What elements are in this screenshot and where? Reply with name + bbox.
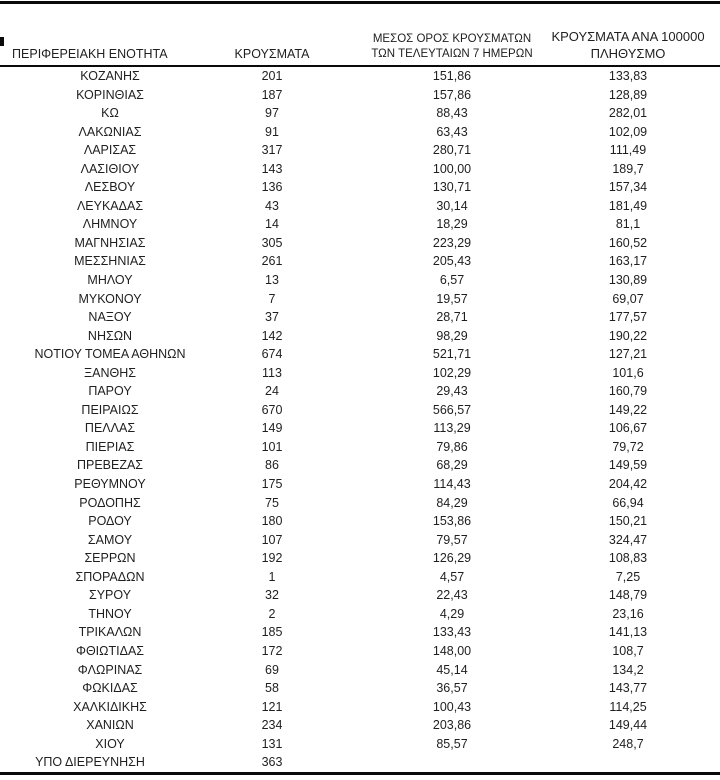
region-cell: ΚΟΡΙΝΘΙΑΣ	[76, 87, 144, 102]
avg7-cell: 84,29	[436, 495, 468, 510]
region-cell: ΣΠΟΡΑΔΩΝ	[75, 569, 145, 584]
avg7-cell: 133,43	[432, 625, 472, 640]
region-cell: ΚΩ	[101, 106, 119, 121]
table-row	[0, 735, 720, 754]
avg7-cell: 151,86	[432, 69, 472, 83]
region-cell: ΤΡΙΚΑΛΩΝ	[78, 625, 142, 640]
region-cell: ΦΩΚΙΔΑΣ	[82, 681, 138, 696]
cases-cell: 674	[261, 347, 283, 362]
cases-cell: 1	[268, 569, 276, 584]
table-rows	[0, 67, 720, 772]
avg7-cell: 29,43	[436, 384, 468, 399]
per100k-cell: 141,13	[608, 625, 648, 640]
region-cell: ΦΛΩΡΙΝΑΣ	[77, 662, 143, 677]
avg7-cell: 205,43	[432, 254, 472, 269]
per100k-cell: 157,34	[608, 180, 648, 195]
region-cell: ΧΑΝΙΩΝ	[86, 718, 134, 733]
table-row	[0, 456, 720, 475]
region-cell: ΛΕΥΚΑΔΑΣ	[76, 198, 144, 213]
cases-cell: 101	[261, 439, 283, 454]
region-cell: ΛΗΜΝΟΥ	[82, 217, 138, 232]
per100k-cell: 204,42	[608, 477, 648, 492]
cases-cell: 32	[265, 588, 279, 603]
per100k-cell: 149,59	[608, 458, 648, 473]
avg7-cell: 88,43	[436, 106, 468, 121]
region-cell: ΝΑΞΟΥ	[88, 310, 132, 325]
table-row	[0, 531, 720, 550]
per100k-cell: 324,47	[608, 532, 648, 547]
top-rule	[0, 1, 720, 4]
avg7-cell: 36,57	[436, 681, 468, 696]
cases-cell: 91	[265, 124, 279, 139]
cases-cell: 201	[261, 69, 283, 83]
table-row	[0, 308, 720, 327]
table-row	[0, 345, 720, 364]
cases-cell: 43	[265, 198, 279, 213]
per100k-cell: 133,83	[608, 69, 648, 83]
table-row	[0, 178, 720, 197]
per100k-cell: 181,49	[608, 198, 648, 213]
table-row	[0, 568, 720, 587]
bottom-rule	[0, 772, 720, 775]
cases-cell: 317	[261, 143, 283, 158]
region-cell: ΣΥΡΟΥ	[88, 588, 132, 603]
cases-cell: 261	[261, 254, 283, 269]
per100k-cell: 163,17	[608, 254, 648, 269]
cases-cell: 97	[265, 106, 279, 121]
table-row	[0, 141, 720, 160]
table-row	[0, 716, 720, 735]
per100k-cell: 108,83	[608, 551, 648, 566]
header-cases: ΚΡΟΥΣΜΑΤΑ	[234, 47, 310, 61]
cases-cell: 142	[261, 328, 283, 343]
per100k-cell: 148,79	[608, 588, 648, 603]
per100k-cell: 150,21	[608, 514, 648, 529]
region-cell: ΝΟΤΙΟΥ ΤΟΜΕΑ ΑΘΗΝΩΝ	[34, 347, 186, 362]
region-cell: ΛΑΚΩΝΙΑΣ	[78, 124, 142, 139]
per100k-cell: 102,09	[608, 124, 648, 139]
cases-cell: 363	[261, 755, 283, 770]
table-row	[0, 160, 720, 179]
region-cell: ΛΑΣΙΘΙΟΥ	[80, 161, 140, 176]
per100k-cell: 248,7	[612, 736, 644, 751]
per100k-cell: 149,22	[608, 402, 648, 417]
region-cell: ΜΗΛΟΥ	[87, 273, 133, 288]
table-row	[0, 475, 720, 494]
avg7-cell: 18,29	[436, 217, 468, 232]
per100k-cell: 114,25	[609, 699, 647, 714]
region-cell: ΠΡΕΒΕΖΑΣ	[76, 458, 144, 473]
region-cell: ΧΙΟΥ	[95, 736, 125, 751]
per100k-cell: 69,07	[612, 291, 644, 306]
header-cases-per-100k	[551, 29, 704, 62]
avg7-cell: 203,86	[432, 718, 472, 733]
header-7day-average-line1: ΜΕΣΟΣ ΟΡΟΣ ΚΡΟΥΣΜΑΤΩΝ	[372, 33, 532, 45]
avg7-cell: 100,43	[432, 699, 472, 714]
header-cases-per-100k-line1: ΚΡΟΥΣΜΑΤΑ ΑΝΑ 100000	[551, 29, 705, 44]
cases-cell: 107	[261, 532, 283, 547]
avg7-cell: 85,57	[436, 736, 468, 751]
cases-cell: 192	[261, 551, 283, 566]
per100k-cell: 177,57	[608, 310, 648, 325]
per100k-cell: 128,89	[608, 87, 648, 102]
cases-cell: 131	[261, 736, 283, 751]
per100k-cell: 66,94	[612, 495, 644, 510]
avg7-cell: 521,71	[432, 347, 472, 362]
cases-cell: 121	[261, 699, 283, 714]
region-cell: ΧΑΛΚΙΔΙΚΗΣ	[73, 699, 147, 714]
table-row	[0, 327, 720, 346]
table-row	[0, 753, 720, 772]
region-cell: ΡΕΘΥΜΝΟΥ	[74, 477, 146, 492]
cases-cell: 58	[265, 681, 279, 696]
table-row	[0, 86, 720, 105]
cases-cell: 136	[261, 180, 283, 195]
region-cell: ΜΑΓΝΗΣΙΑΣ	[74, 235, 146, 250]
avg7-cell: 157,86	[432, 87, 472, 102]
region-cell: ΣΑΜΟΥ	[87, 532, 133, 547]
per100k-cell: 111,49	[609, 143, 647, 158]
cases-cell: 37	[265, 310, 279, 325]
cases-cell: 24	[265, 384, 279, 399]
table-row	[0, 401, 720, 420]
region-cell: ΝΗΣΩΝ	[87, 328, 133, 343]
per100k-cell: 190,22	[608, 328, 648, 343]
region-cell: ΦΘΙΩΤΙΔΑΣ	[75, 643, 145, 658]
avg7-cell: 19,57	[436, 291, 468, 306]
cases-cell: 75	[265, 495, 279, 510]
per100k-cell: 101,6	[612, 365, 644, 380]
region-cell: ΣΕΡΡΩΝ	[84, 551, 136, 566]
avg7-cell: 148,00	[432, 643, 472, 658]
avg7-cell: 113,29	[433, 421, 471, 436]
table-row	[0, 419, 720, 438]
table-row	[0, 661, 720, 680]
region-cell: ΛΑΡΙΣΑΣ	[83, 143, 137, 158]
region-cell: ΠΕΙΡΑΙΩΣ	[81, 402, 139, 417]
avg7-cell: 102,29	[432, 365, 472, 380]
cases-cell: 13	[265, 273, 279, 288]
region-cell: ΚΟΖΑΝΗΣ	[80, 69, 140, 83]
table-row	[0, 234, 720, 253]
region-cell: ΥΠΟ ΔΙΕΡΕΥΝΗΣΗ	[35, 755, 145, 770]
table-row	[0, 197, 720, 216]
avg7-cell: 130,71	[432, 180, 472, 195]
cases-cell: 670	[261, 402, 283, 417]
per100k-cell: 134,2	[612, 662, 644, 677]
table-row	[0, 494, 720, 513]
table-row	[0, 364, 720, 383]
cases-cell: 305	[261, 235, 283, 250]
avg7-cell: 28,71	[436, 310, 468, 325]
table-row	[0, 252, 720, 271]
avg7-cell: 79,86	[436, 439, 468, 454]
per100k-cell: 108,7	[612, 643, 644, 658]
cases-cell: 2	[268, 606, 276, 621]
table-row	[0, 605, 720, 624]
per100k-cell: 7,25	[615, 569, 641, 584]
table-row	[0, 623, 720, 642]
table-row	[0, 290, 720, 309]
avg7-cell: 98,29	[436, 328, 468, 343]
per100k-cell: 127,21	[608, 347, 648, 362]
avg7-cell: 30,14	[436, 198, 468, 213]
table-row	[0, 698, 720, 717]
table-row	[0, 104, 720, 123]
per100k-cell: 282,01	[608, 106, 648, 121]
avg7-cell: 126,29	[432, 551, 472, 566]
cases-cell: 187	[261, 87, 283, 102]
cases-cell: 172	[261, 643, 283, 658]
table-row	[0, 586, 720, 605]
per100k-cell: 79,72	[612, 439, 644, 454]
cases-cell: 7	[268, 291, 276, 306]
cases-cell: 113	[262, 365, 282, 380]
avg7-cell: 114,43	[433, 477, 471, 492]
header-7day-average-line2: ΤΩΝ ΤΕΛΕΥΤΑΙΩΝ 7 ΗΜΕΡΩΝ	[371, 48, 533, 60]
per100k-cell: 106,67	[608, 421, 648, 436]
region-cell: ΞΑΝΘΗΣ	[84, 365, 136, 380]
cases-cell: 14	[265, 217, 279, 232]
avg7-cell: 6,57	[439, 273, 465, 288]
avg7-cell: 68,29	[436, 458, 468, 473]
avg7-cell: 153,86	[432, 514, 472, 529]
header-cases-per-100k-line2: ΠΛΗΘΥΣΜΟ	[590, 45, 666, 61]
cases-cell: 143	[261, 161, 283, 176]
cases-cell: 149	[261, 421, 283, 436]
table-row	[0, 123, 720, 142]
cases-cell: 69	[265, 662, 279, 677]
region-cell: ΠΑΡΟΥ	[88, 384, 132, 399]
avg7-cell: 280,71	[432, 143, 472, 158]
table-row	[0, 67, 720, 86]
avg7-cell: 63,43	[436, 124, 468, 139]
region-cell: ΤΗΝΟΥ	[88, 606, 132, 621]
table-row	[0, 512, 720, 531]
avg7-cell: 566,57	[432, 402, 472, 417]
per100k-cell: 149,44	[608, 718, 648, 733]
avg7-cell: 223,29	[432, 235, 472, 250]
avg7-cell: 100,00	[432, 161, 472, 176]
table-row	[0, 271, 720, 290]
table-row	[0, 679, 720, 698]
per100k-cell: 143,77	[608, 681, 648, 696]
avg7-cell: 79,57	[436, 532, 468, 547]
region-cell: ΡΟΔΟΠΗΣ	[79, 495, 141, 510]
cases-cell: 234	[261, 718, 283, 733]
avg7-cell: 4,57	[439, 569, 465, 584]
table-row	[0, 215, 720, 234]
header-7day-average	[371, 32, 532, 62]
avg7-cell: 45,14	[436, 662, 468, 677]
per100k-cell: 160,52	[608, 235, 648, 250]
region-cell: ΜΕΣΣΗΝΙΑΣ	[74, 254, 146, 269]
table-row	[0, 642, 720, 661]
region-cell: ΜΥΚΟΝΟΥ	[78, 291, 142, 306]
avg7-cell: 4,29	[439, 606, 465, 621]
avg7-cell: 22,43	[436, 588, 468, 603]
header-regional-unit: ΠΕΡΙΦΕΡΕΙΑΚΗ ΕΝΟΤΗΤΑ	[12, 47, 168, 61]
per100k-cell: 160,79	[608, 384, 648, 399]
region-cell: ΛΕΣΒΟΥ	[84, 180, 136, 195]
region-cell: ΠΙΕΡΙΑΣ	[85, 439, 135, 454]
table-row	[0, 549, 720, 568]
region-cell: ΡΟΔΟΥ	[88, 514, 132, 529]
region-cell: ΠΕΛΛΑΣ	[84, 421, 136, 436]
per100k-cell: 130,89	[608, 273, 648, 288]
cases-cell: 180	[261, 514, 283, 529]
cases-cell: 175	[261, 477, 283, 492]
per100k-cell: 23,16	[612, 606, 644, 621]
cases-cell: 185	[261, 625, 283, 640]
per100k-cell: 81,1	[615, 217, 641, 232]
table-row	[0, 438, 720, 457]
cases-cell: 86	[265, 458, 279, 473]
left-edge-tick	[0, 37, 4, 46]
table-row	[0, 382, 720, 401]
per100k-cell: 189,7	[612, 161, 644, 176]
